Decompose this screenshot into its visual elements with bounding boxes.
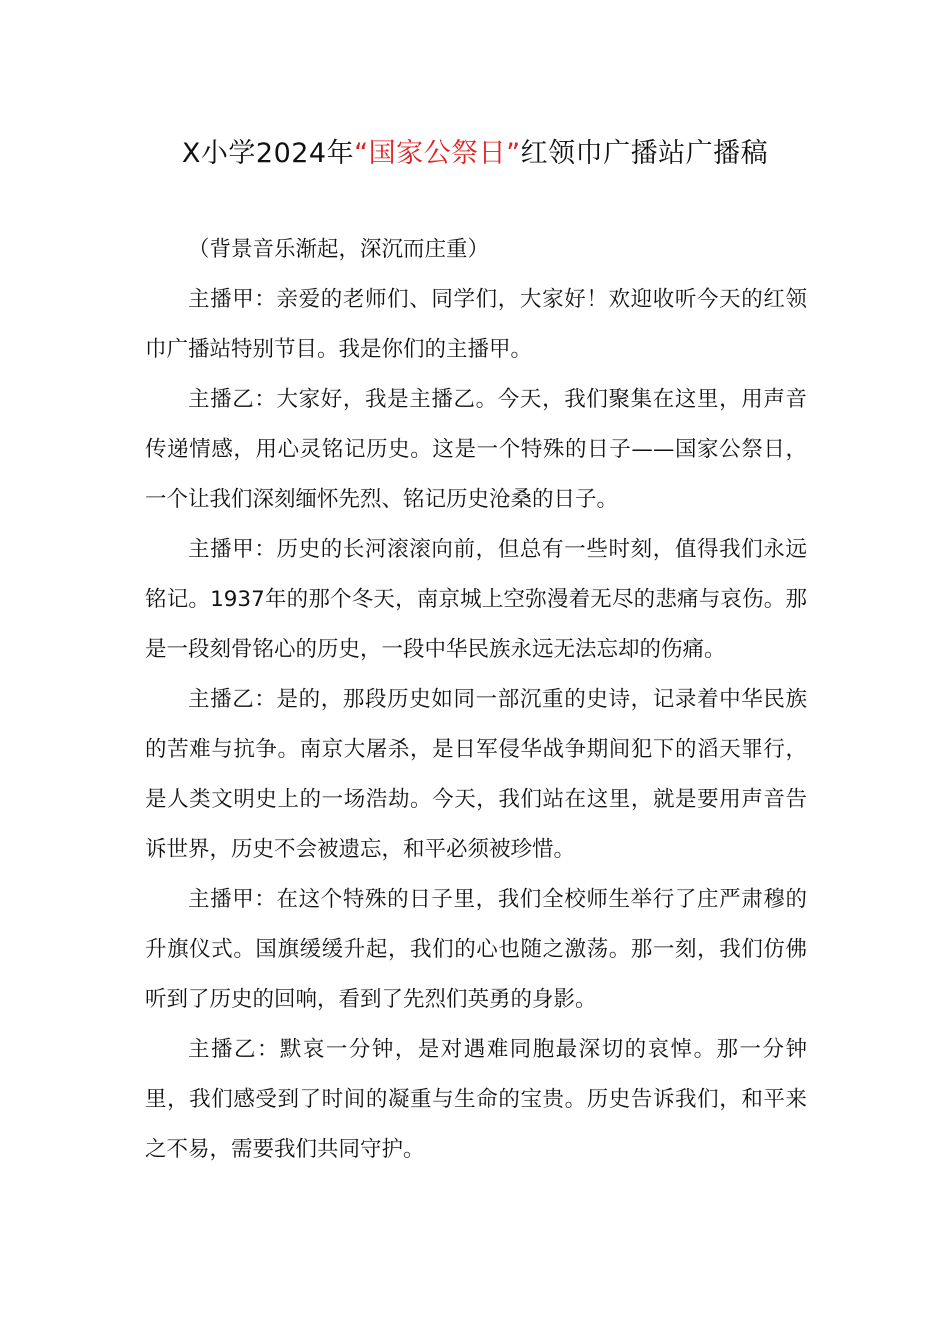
paragraph: 主播甲：历史的长河滚滚向前，但总有一些时刻，值得我们永远铭记。1937年的那个冬天，南京城上空弥漫着无尽的悲痛与哀伤。那是一段刻骨铭心的历史，一段中华民族永远无法忘却的伤痛。	[145, 537, 807, 662]
paragraph: 主播乙：是的，那段历史如同一部沉重的史诗，记录着中华民族的苦难与抗争。南京大屠杀，是日军侵华战争期间犯下的滔天罪行，是人类文明史上的一场浩劫。今天，我们站在这里，就是要用声音告诉世界，历史不会被遗忘，和平必须被珍惜。	[145, 687, 807, 862]
document-body	[145, 225, 807, 1175]
title-highlight: “国家公祭日”	[354, 138, 521, 169]
title-suffix: 红领巾广播站广播稿	[520, 138, 769, 169]
paragraph: 主播甲：在这个特殊的日子里，我们全校师生举行了庄严肃穆的升旗仪式。国旗缓缓升起，我们的心也随之激荡。那一刻，我们仿佛听到了历史的回响，看到了先烈们英勇的身影。	[145, 887, 807, 1012]
stage-direction: （背景音乐渐起，深沉而庄重）	[188, 237, 490, 262]
paragraph: 主播乙：默哀一分钟，是对遇难同胞最深切的哀悼。那一分钟里，我们感受到了时间的凝重与生命的宝贵。历史告诉我们，和平来之不易，需要我们共同守护。	[145, 1037, 807, 1162]
document-title	[0, 134, 950, 174]
title-prefix: X小学2024年	[181, 138, 355, 169]
paragraph: 主播乙：大家好，我是主播乙。今天，我们聚集在这里，用声音传递情感，用心灵铭记历史。这是一个特殊的日子——国家公祭日，一个让我们深刻缅怀先烈、铭记历史沧桑的日子。	[145, 387, 807, 512]
paragraph: 主播甲：亲爱的老师们、同学们，大家好！欢迎收听今天的红领巾广播站特别节目。我是你们的主播甲。	[145, 287, 807, 362]
